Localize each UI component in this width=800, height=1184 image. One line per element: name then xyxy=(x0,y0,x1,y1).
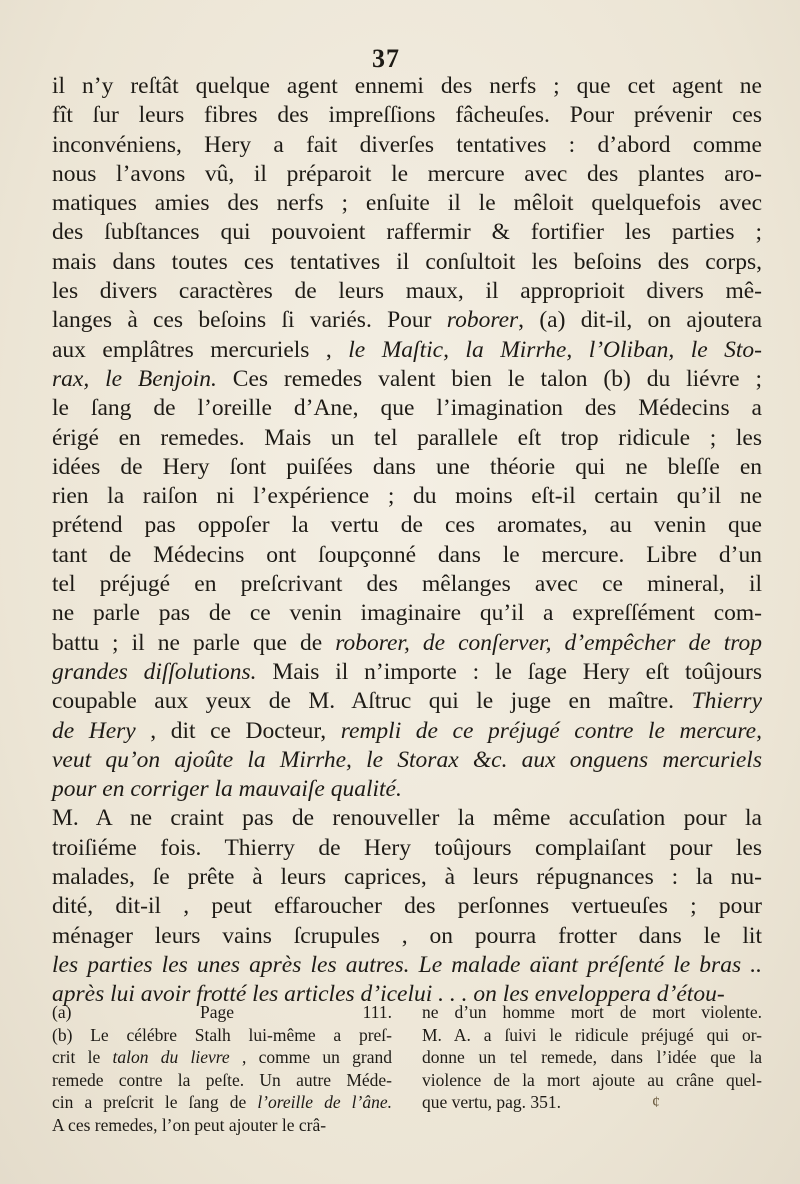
text-line xyxy=(52,248,762,277)
footnote-line xyxy=(52,1114,392,1137)
text-run: nous l’avons vû, il préparoit le mercure avec des plantes aro- xyxy=(52,160,762,187)
text-run: malades, ſe prête à leurs caprices, à leurs répugnances : la nu- xyxy=(52,864,762,891)
footnote-line xyxy=(52,1069,392,1092)
text-run: les parties les unes après les autres. Le malade aïant préſenté le bras .. xyxy=(52,951,762,978)
text-line xyxy=(52,424,762,453)
text-run: , comme un grand xyxy=(229,1047,392,1067)
text-line xyxy=(52,629,762,658)
text-run: veut qu’on ajoûte la Mirrhe, le Storax &c. aux onguens mercuriels xyxy=(52,746,762,773)
text-run: , dit ce Docteur, xyxy=(135,717,341,744)
footnote-line xyxy=(422,1046,762,1069)
text-run: ménager leurs vains ſcrupules , on pourra frotter dans le lit xyxy=(52,922,762,949)
text-line xyxy=(52,131,762,160)
text-line xyxy=(52,658,762,687)
text-run: remede contre la peſte. Un autre Méde- xyxy=(52,1069,392,1090)
text-run: matiques amies des nerfs ; enſuite il le mêloit quelquefois avec xyxy=(52,190,762,217)
text-run: crit le xyxy=(52,1047,113,1067)
text-run: tel préjugé en preſcrivant des mêlanges avec ce mineral, il xyxy=(52,571,762,598)
text-run: Thierry xyxy=(691,688,762,715)
text-run: donne un tel remede, dans l’idée que la xyxy=(422,1047,762,1067)
text-run: mais dans toutes ces tentatives il conſultoit les beſoins des corps, xyxy=(52,248,762,275)
page-number: 37 xyxy=(372,44,400,73)
text-run: l’oreille de l’âne. xyxy=(257,1092,393,1112)
text-run: coupable aux yeux de M. Aſtruc qui le juge en maître. xyxy=(52,688,692,715)
text-line xyxy=(52,189,762,218)
footnotes-left-column xyxy=(52,1001,392,1136)
text-line xyxy=(52,336,762,365)
text-line xyxy=(52,218,762,247)
text-run: pour en corriger la mauvaiſe qualité. xyxy=(52,776,402,803)
text-run: troiſiéme fois. Thierry de Hery toûjours complaiſant pour les xyxy=(52,834,762,861)
text-run: rempli de ce préjugé contre le mercure, xyxy=(340,717,762,744)
text-run: aux emplâtres mercuriels , xyxy=(52,336,349,363)
text-line xyxy=(52,804,762,833)
text-run: fît ſur leurs fibres des impreſſions fâcheuſes. Pour prévenir ces xyxy=(52,102,762,129)
text-run: le ſang de l’oreille d’Ane, que l’imagination des Médecins a xyxy=(52,395,762,422)
footnote-line xyxy=(52,1001,392,1024)
body-text xyxy=(52,72,762,1010)
text-line xyxy=(52,394,762,423)
text-run: Mais il n’importe : le ſage Hery eſt toûjours xyxy=(256,658,762,685)
footnotes-right-column xyxy=(422,1001,762,1136)
text-run: inconvéniens, Hery a fait diverſes tentatives : d’abord comme xyxy=(52,131,762,158)
text-run: cin a preſcrit le ſang de xyxy=(52,1092,258,1112)
footnote-line xyxy=(422,1024,762,1047)
text-run: langes à ces beſoins ſi variés. Pour xyxy=(52,307,447,334)
text-line xyxy=(52,482,762,511)
text-line xyxy=(52,453,762,482)
text-line xyxy=(52,687,762,716)
text-line xyxy=(52,570,762,599)
text-line xyxy=(52,72,762,101)
text-run: talon du lievre xyxy=(112,1047,230,1067)
text-line xyxy=(52,365,762,394)
text-run: (b) Le célébre Stalh lui-même a preſ- xyxy=(52,1024,392,1045)
text-run: M. A ne craint pas de renouveller la même accuſation pour la xyxy=(52,805,762,832)
text-run: ne d’un homme mort de mort violente. xyxy=(422,1002,762,1022)
footnote-line xyxy=(52,1091,392,1114)
text-line xyxy=(52,922,762,951)
text-run: battu ; il ne parle que de xyxy=(52,629,336,656)
text-run: érigé en remedes. Mais un tel parallele eſt trop ridicule ; les xyxy=(52,424,762,451)
text-run: de Hery xyxy=(52,717,136,744)
text-run: rax, le Benjoin. xyxy=(52,365,217,392)
text-line xyxy=(52,160,762,189)
signature-mark: ¢ xyxy=(652,1094,660,1111)
text-run: , (a) dit-il, on ajoutera xyxy=(518,307,763,334)
text-run: roborer, de conſerver, d’empêcher de trop xyxy=(335,629,762,656)
text-run: A ces remedes, l’on peut ajouter le crâ- xyxy=(52,1114,327,1135)
text-line xyxy=(52,541,762,570)
text-run: que vertu, pag. 351. xyxy=(422,1092,561,1112)
text-run: (a) Page 111. xyxy=(52,1002,392,1022)
text-run: le Maſtic, la Mirrhe, l’Oliban, le Sto- xyxy=(348,336,762,363)
text-line xyxy=(52,306,762,335)
text-line xyxy=(52,101,762,130)
footnote-line xyxy=(52,1046,392,1069)
footnote-line xyxy=(52,1024,392,1047)
text-run: tant de Médecins ont ſoupçonné dans le mercure. Libre d’un xyxy=(52,541,762,568)
text-line xyxy=(52,892,762,921)
text-line xyxy=(52,951,762,980)
text-line xyxy=(52,863,762,892)
text-run: M. A. a ſuivi le ridicule préjugé qui or- xyxy=(422,1024,762,1045)
footnotes xyxy=(52,1001,762,1136)
text-run: après lui avoir frotté les articles d’icelui . . . on les enveloppera d’étou- xyxy=(52,981,725,1008)
text-run: violence de la mort ajoute au crâne quel- xyxy=(422,1069,762,1090)
text-line xyxy=(52,746,762,775)
footnote-line xyxy=(422,1001,762,1024)
footnote-line xyxy=(422,1091,762,1114)
text-run: des ſubſtances qui pouvoient raffermir & fortifier les parties ; xyxy=(52,219,762,246)
text-run: rien la raiſon ni l’expérience ; du moins eſt-il certain qu’il ne xyxy=(52,483,762,510)
text-line xyxy=(52,775,762,804)
text-run: Ces remedes valent bien le talon (b) du liévre ; xyxy=(216,365,762,392)
text-line xyxy=(52,277,762,306)
text-run: prétend pas oppoſer la vertu de ces aromates, au venin que xyxy=(52,512,762,539)
text-run: idées de Hery ſont puiſées dans une théorie qui ne bleſſe en xyxy=(52,453,762,480)
text-line xyxy=(52,599,762,628)
text-line xyxy=(52,511,762,540)
footnote-line xyxy=(422,1069,762,1092)
text-line xyxy=(52,717,762,746)
text-run: les divers caractères de leurs maux, il approprioit divers mê- xyxy=(52,278,762,305)
text-run: ne parle pas de ce venin imaginaire qu’il a expreſſément com- xyxy=(52,600,762,627)
text-run: dité, dit-il , peut effaroucher des perſonnes vertueuſes ; pour xyxy=(52,893,762,920)
text-run: grandes diſſolutions. xyxy=(52,658,257,685)
text-run: il n’y reſtât quelque agent ennemi des nerfs ; que cet agent ne xyxy=(52,73,762,99)
text-line xyxy=(52,834,762,863)
text-run: roborer xyxy=(446,307,519,334)
